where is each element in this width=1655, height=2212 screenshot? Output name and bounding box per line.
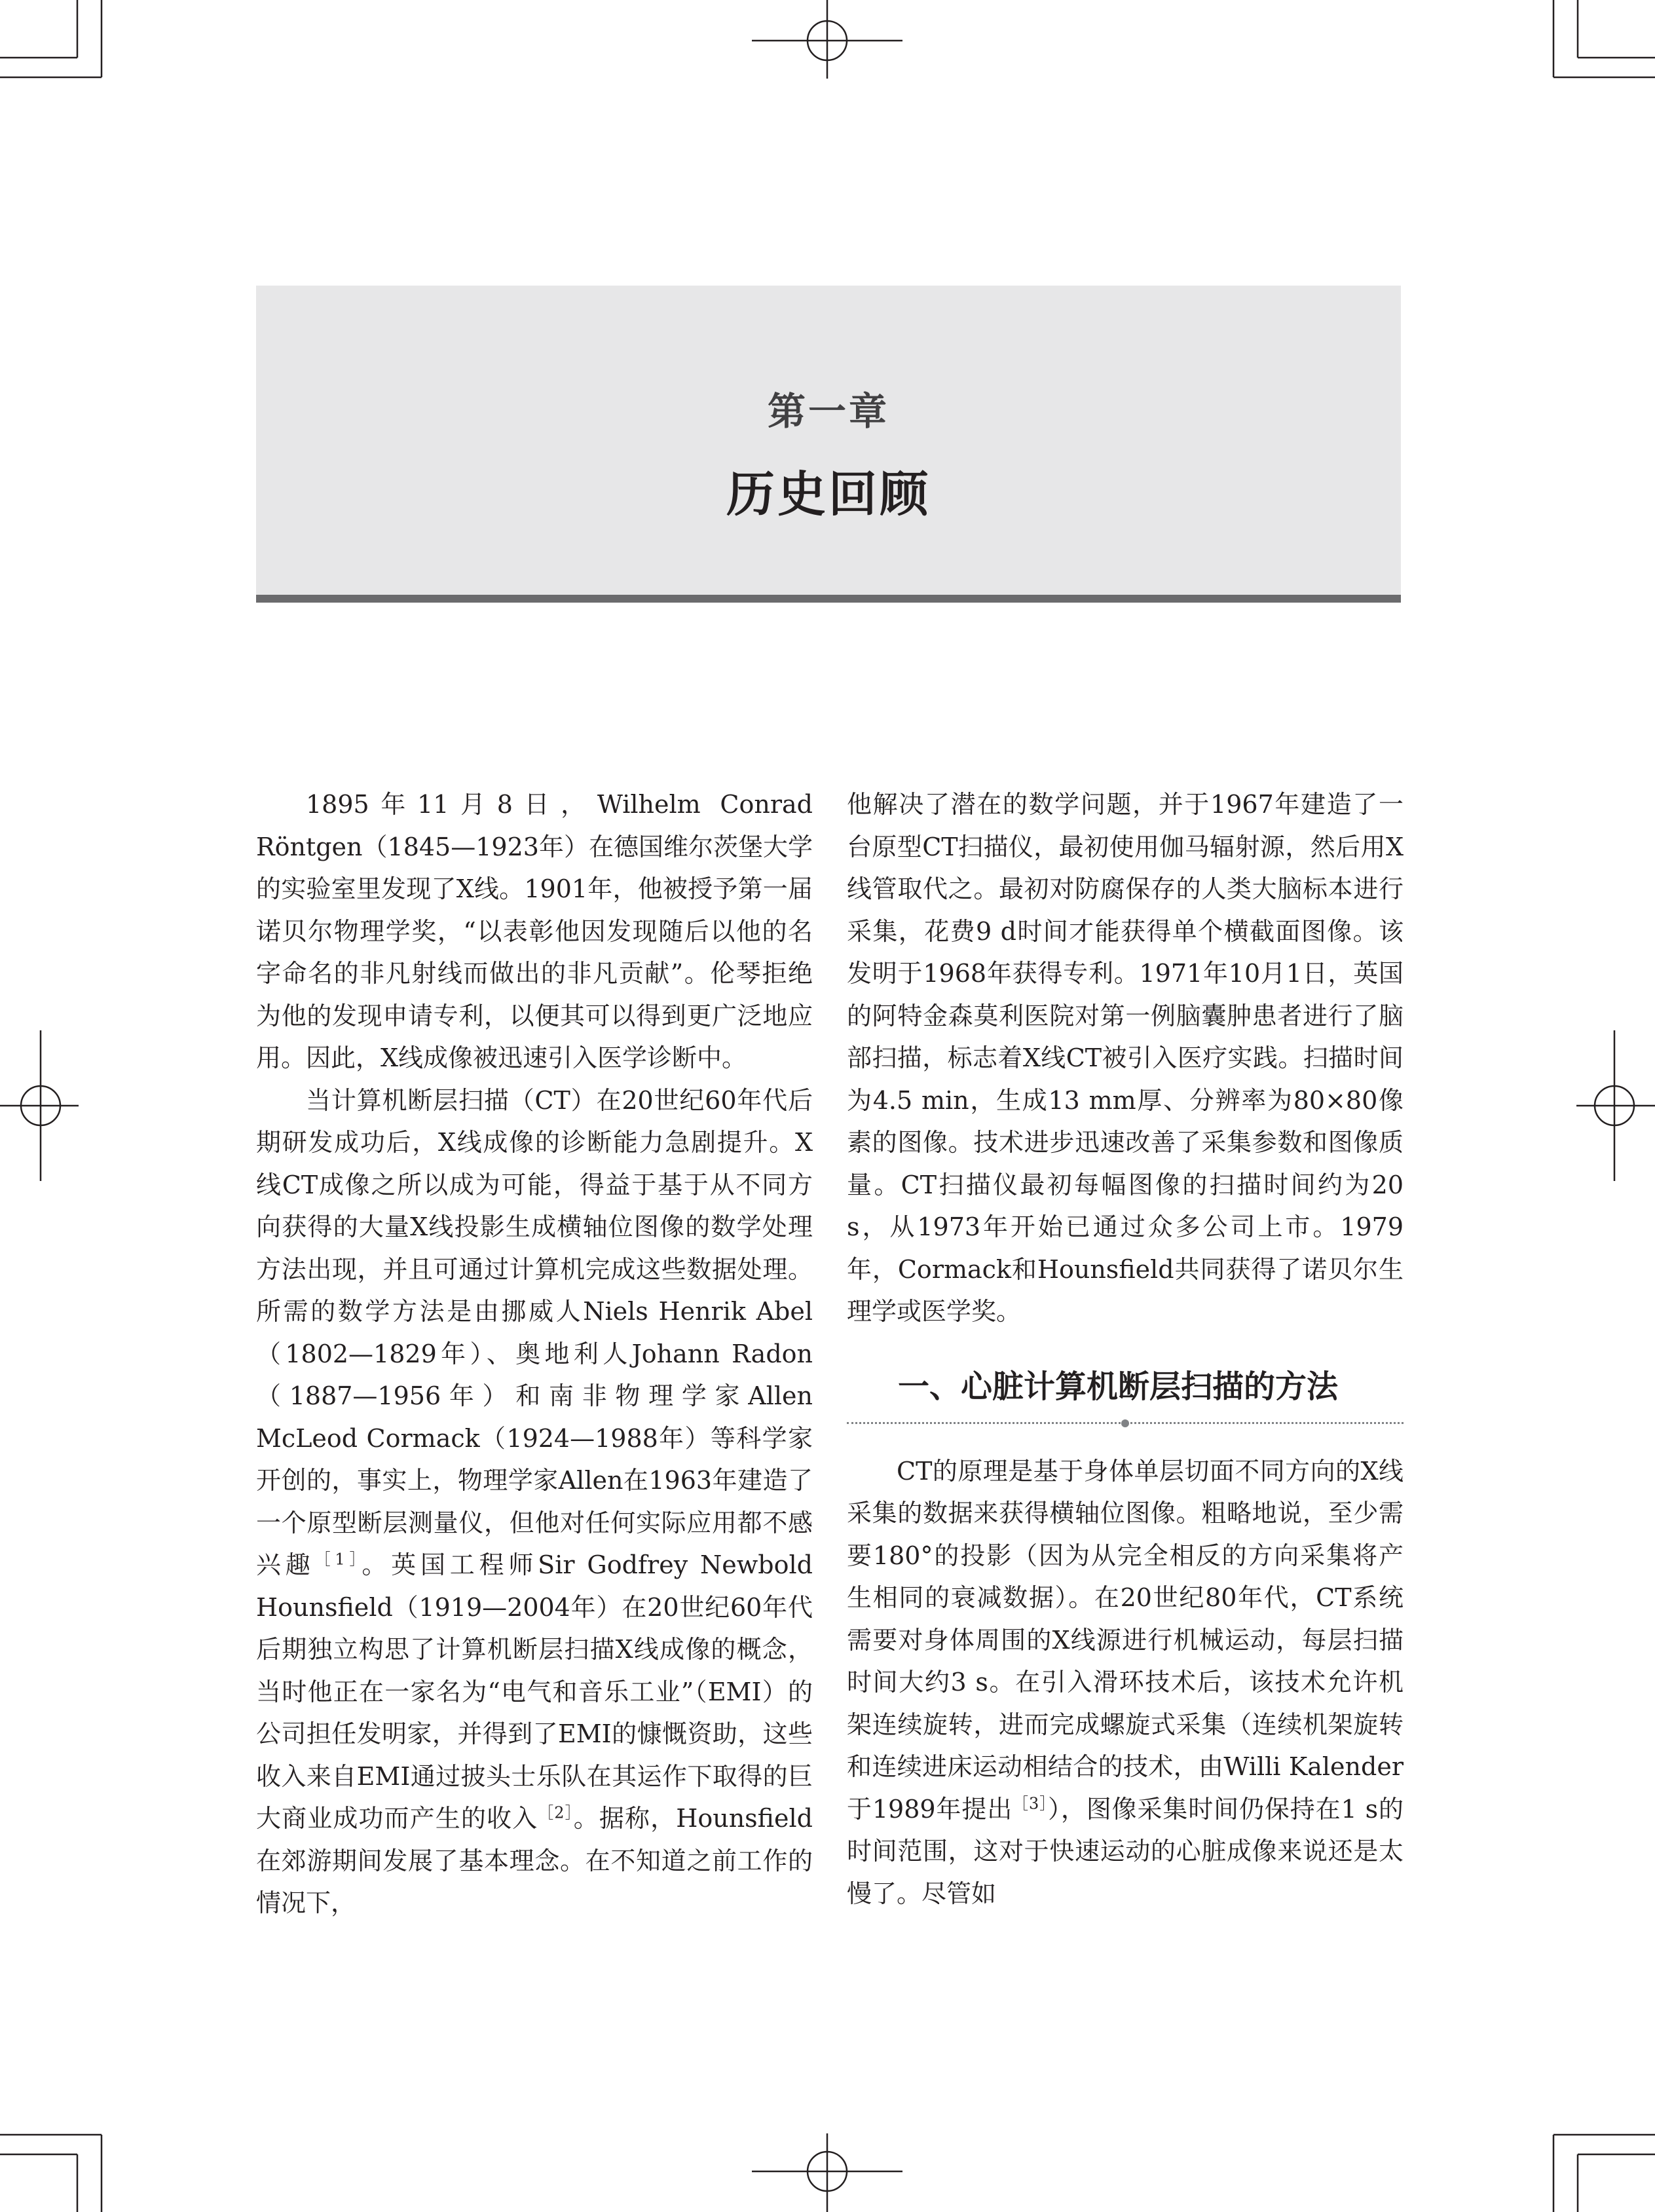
- left-column: [256, 783, 813, 1924]
- chapter-title: 历史回顾: [726, 466, 931, 523]
- paragraph-text: 。英国工程师Sir Godfrey Newbold Hounsfield（1919—2004年）在20世纪60年代后期独立构思了计算机断层扫描X线成像的概念，当时他正在一家名为“电气和音乐工业”（EMI）的公司担任发明家，并得到了EMI的慷慨资助，这些收入来自EMI通过披头士乐队在其运作下取得的巨大商业成功而产生的收入: [256, 1550, 813, 1833]
- section-heading-text: 一、心脏计算机断层扫描的方法: [898, 1368, 1339, 1405]
- body-paragraph: 1895年11月8日，Wilhelm Conrad Röntgen（1845—1923年）在德国维尔茨堡大学的实验室里发现了X线。1901年，他被授予第一届诺贝尔物理学奖，“以表彰他因发现随后以他的名字命名的非凡射线而做出的非凡贡献”。伦琴拒绝为他的发现申请专利，以便其可以得到更广泛地应用。因此，X线成像被迅速引入医学诊断中。: [256, 790, 813, 1072]
- body-paragraph: [847, 1450, 1404, 1915]
- body-paragraph: 他解决了潜在的数学问题，并于1967年建造了一台原型CT扫描仪，最初使用伽马辐射源，然后用X线管取代之。最初对防腐保存的人类大脑标本进行采集，花费9 d时间才能获得单个横截面图像。该发明于1968年获得专利。1971年10月1日，英国的阿特金森莫利医院对第一例脑囊肿患者进行了脑部扫描，标志着X线CT被引入医疗实践。扫描时间为4.5 min，生成13 mm厚、分辨率为80×80像素的图像。技术进步迅速改善了采集参数和图像质量。CT扫描仪最初每幅图像的扫描时间约为20 s，从1973年开始已通过众多公司上市。1979年，Cormack和Hounsfield共同获得了诺贝尔生理学或医学奖。: [847, 790, 1404, 1326]
- chapter-number: 第一章: [767, 389, 889, 434]
- body-paragraph: [256, 1079, 813, 1924]
- heading-divider-dot: [1121, 1419, 1129, 1427]
- section-heading: [847, 1366, 1404, 1424]
- citation-reference[interactable]: ［3］: [1013, 1793, 1048, 1812]
- paragraph-text: 。据称，Hounsfield在郊游期间发展了基本理念。在不知道之前工作的情况下，: [256, 1804, 813, 1917]
- paragraph-text: ），图像采集时间仍保持在1 s的时间范围，这对于快速运动的心脏成像来说还是太慢了。尽管如: [847, 1794, 1404, 1908]
- chapter-header: [256, 286, 1401, 603]
- paragraph-text: CT的原理是基于身体单层切面不同方向的X线采集的数据来获得横轴位图像。粗略地说，至少需要180°的投影（因为从完全相反的方向采集将产生相同的衰减数据）。在20世纪80年代，CT系统需要对身体周围的X线源进行机械运动，每层扫描时间大约3 s。在引入滑环技术后，该技术允许机架连续旋转，进而完成螺旋式采集（连续机架旋转和连续进床运动相结合的技术，由Willi Kalender于1989年提出: [847, 1456, 1404, 1824]
- right-column: [847, 783, 1404, 1915]
- paragraph-text: 当计算机断层扫描（CT）在20世纪60年代后期研发成功后，X线成像的诊断能力急剧提升。X线CT成像之所以成为可能，得益于基于从不同方向获得的大量X线投影生成横轴位图像的数学处理方法出现，并且可通过计算机完成这些数据处理。所需的数学方法是由挪威人Niels Henrik Abel（1802—1829年）、奥地利人Johann Radon（1887—1956年）和南非物理学家Allen McLeod Cormack（1924—1988年）等科学家开创的，事实上，物理学家Allen在1963年建造了一个原型断层测量仪，但他对任何实际应用都不感兴趣: [256, 1085, 813, 1579]
- citation-reference[interactable]: ［1］: [314, 1550, 362, 1569]
- citation-reference[interactable]: ［2］: [538, 1803, 574, 1822]
